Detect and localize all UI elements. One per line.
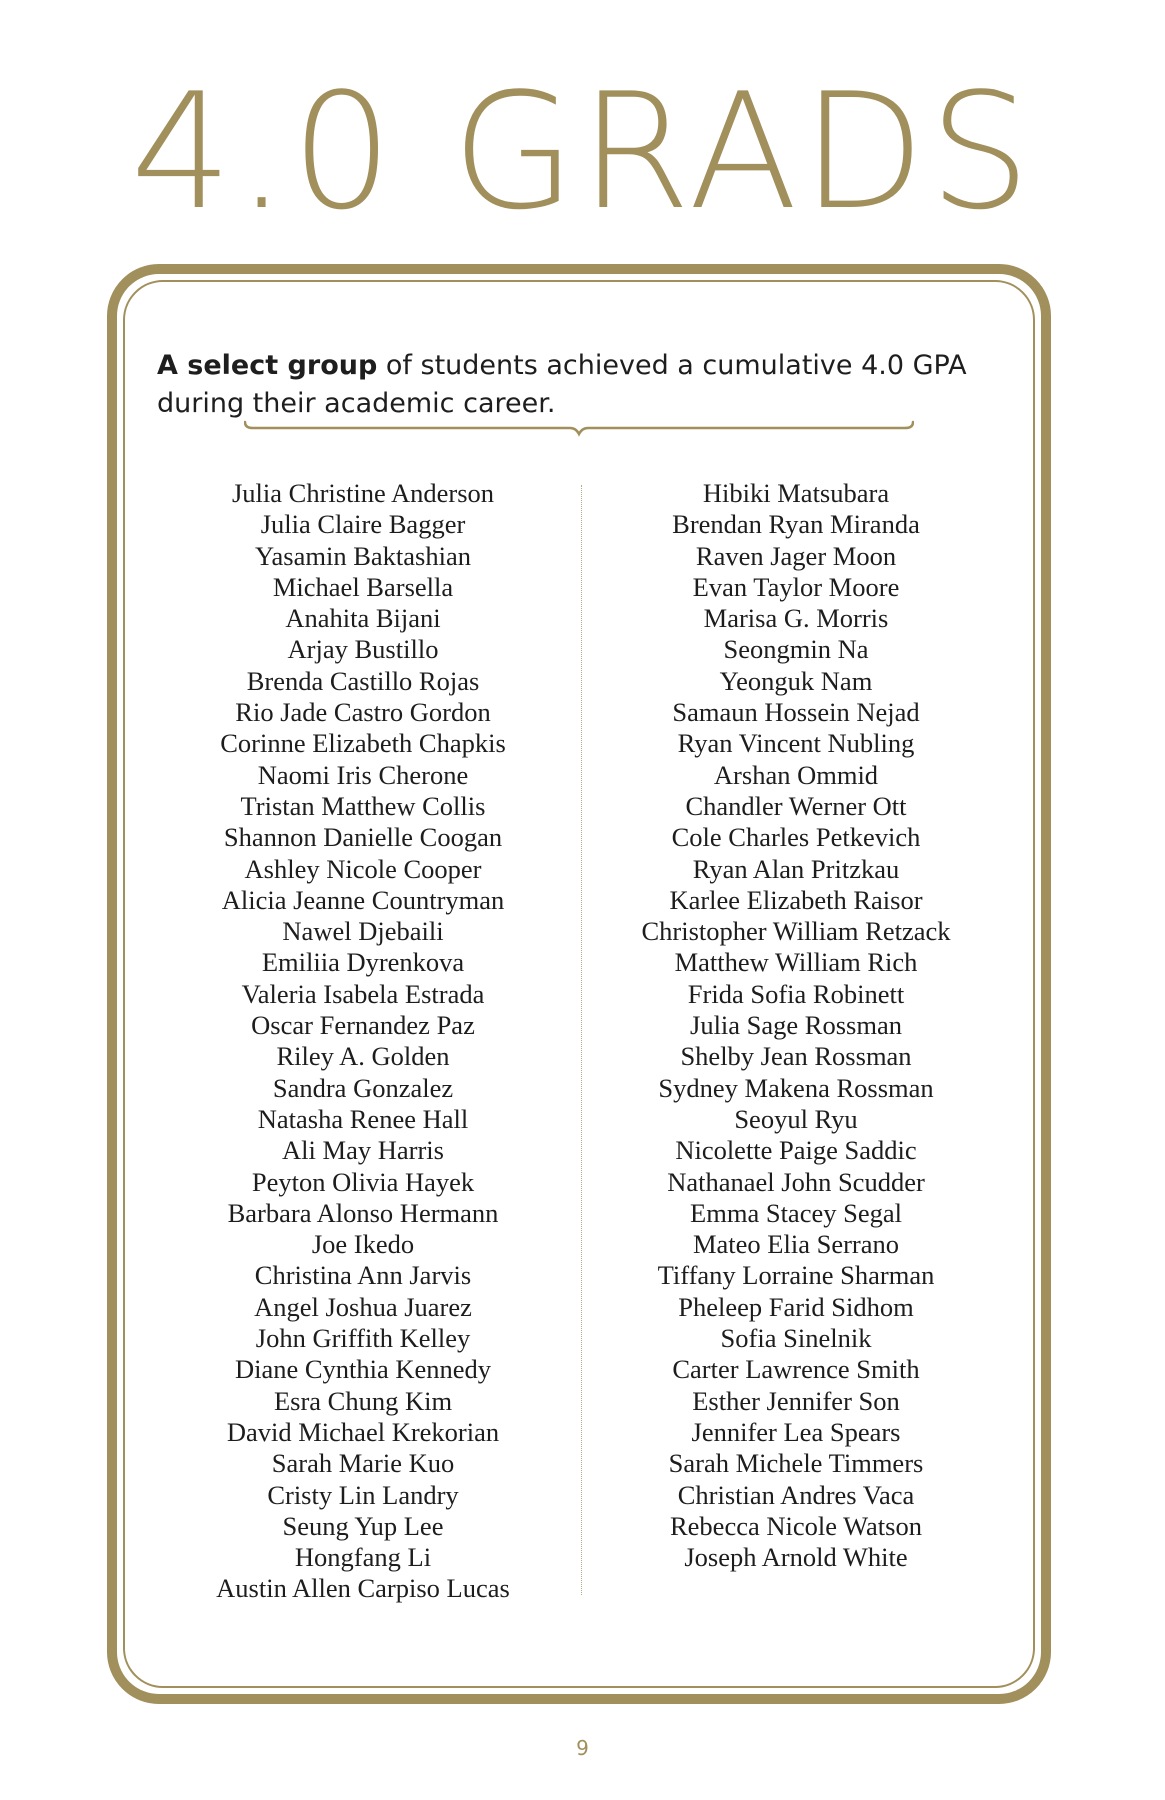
graduate-name: Riley A. Golden [276, 1041, 450, 1072]
graduate-name: Sandra Gonzalez [272, 1072, 454, 1103]
graduate-name: Michael Barsella [272, 571, 454, 602]
graduate-name: Matthew William Rich [674, 947, 918, 978]
graduate-name: Emma Stacey Segal [690, 1197, 902, 1228]
graduate-name: Julia Sage Rossman [690, 1010, 902, 1041]
graduate-name: Ali May Harris [282, 1135, 444, 1166]
names-list-right [633, 478, 959, 1573]
graduate-name: Frida Sofia Robinett [687, 978, 905, 1009]
graduate-name: Carter Lawrence Smith [672, 1354, 920, 1385]
graduate-name: Sydney Makena Rossman [658, 1072, 934, 1103]
graduate-name: Christopher William Retzack [641, 916, 951, 947]
graduate-name: Seung Yup Lee [282, 1510, 444, 1541]
graduate-name: Chandler Werner Ott [685, 790, 907, 821]
graduate-name: David Michael Krekorian [226, 1416, 500, 1447]
graduate-name: Valeria Isabela Estrada [241, 978, 485, 1009]
graduate-name: Angel Joshua Juarez [254, 1291, 472, 1322]
graduate-name: Ryan Vincent Nubling [677, 728, 915, 759]
graduate-name: Corinne Elizabeth Chapkis [220, 728, 506, 759]
graduate-name: Anahita Bijani [285, 603, 441, 634]
page-number: 9 [576, 1736, 589, 1760]
graduate-name: Yeonguk Nam [719, 665, 873, 696]
intro-lead: A select group [157, 350, 378, 381]
graduate-name: Seongmin Na [723, 634, 869, 665]
graduate-name: Samaun Hossein Nejad [672, 697, 920, 728]
graduate-name: Arshan Ommid [713, 759, 879, 790]
graduate-name: Sarah Marie Kuo [271, 1448, 455, 1479]
graduate-name: Pheleep Farid Sidhom [678, 1291, 914, 1322]
intro-text [157, 347, 1017, 423]
graduate-name: Sarah Michele Timmers [668, 1448, 924, 1479]
graduate-name: Shannon Danielle Coogan [223, 822, 503, 853]
graduate-name: Julia Christine Anderson [231, 478, 495, 508]
graduate-name: Hongfang Li [294, 1542, 432, 1573]
column-separator [581, 485, 582, 1595]
graduate-name: Tristan Matthew Collis [240, 790, 486, 821]
graduate-name: Austin Allen Carpiso Lucas [216, 1573, 510, 1604]
graduate-name: Oscar Fernandez Paz [251, 1010, 475, 1041]
graduate-name: Barbara Alonso Hermann [227, 1197, 499, 1228]
graduate-name: Peyton Olivia Hayek [251, 1166, 475, 1197]
graduate-name: Natasha Renee Hall [257, 1103, 469, 1134]
graduate-name: Evan Taylor Moore [692, 571, 900, 602]
ornamental-divider [244, 420, 914, 440]
graduate-name: Brenda Castillo Rojas [246, 665, 480, 696]
graduate-name: John Griffith Kelley [255, 1323, 471, 1354]
graduate-name: Nawel Djebaili [282, 916, 444, 947]
graduate-name: Karlee Elizabeth Raisor [669, 884, 923, 915]
names-list-left [203, 478, 523, 1605]
graduate-name: Jennifer Lea Spears [691, 1416, 901, 1447]
graduate-name: Naomi Iris Cherone [257, 759, 469, 790]
graduate-name: Christian Andres Vaca [677, 1479, 915, 1510]
intro-rest: of students achieved a cumulative 4.0 GPA during their academic career. [157, 350, 967, 419]
graduate-name: Nicolette Paige Saddic [675, 1135, 917, 1166]
graduate-name: Julia Claire Bagger [260, 509, 466, 540]
graduate-name: Esra Chung Kim [273, 1385, 453, 1416]
page-title: 4.0 GRADS [130, 58, 1035, 245]
graduate-name: Rio Jade Castro Gordon [235, 697, 491, 728]
graduate-name: Sofia Sinelnik [720, 1323, 872, 1354]
graduate-name: Cole Charles Petkevich [671, 822, 921, 853]
graduate-name: Hibiki Matsubara [702, 478, 890, 508]
graduate-name: Esther Jennifer Son [692, 1385, 900, 1416]
graduate-name: Marisa G. Morris [703, 603, 889, 634]
graduate-name: Christina Ann Jarvis [254, 1260, 472, 1291]
graduate-name: Ashley Nicole Cooper [244, 853, 482, 884]
graduate-name: Ryan Alan Pritzkau [692, 853, 900, 884]
graduate-name: Joe Ikedo [311, 1229, 415, 1260]
graduate-name: Cristy Lin Landry [267, 1479, 459, 1510]
graduate-name: Mateo Elia Serrano [692, 1229, 900, 1260]
graduate-name: Tiffany Lorraine Sharman [657, 1260, 935, 1291]
graduate-name: Alicia Jeanne Countryman [221, 884, 505, 915]
graduate-name: Rebecca Nicole Watson [670, 1510, 922, 1541]
graduate-name: Raven Jager Moon [695, 540, 897, 571]
graduate-name: Joseph Arnold White [684, 1542, 908, 1573]
graduate-name: Arjay Bustillo [287, 634, 439, 665]
graduate-name: Seoyul Ryu [734, 1103, 858, 1134]
graduate-name: Shelby Jean Rossman [680, 1041, 912, 1072]
graduate-name: Nathanael John Scudder [667, 1166, 925, 1197]
graduate-name: Yasamin Baktashian [255, 540, 471, 571]
graduate-name: Diane Cynthia Kennedy [234, 1354, 492, 1385]
graduate-name: Brendan Ryan Miranda [672, 509, 920, 540]
graduate-name: Emiliia Dyrenkova [261, 947, 465, 978]
